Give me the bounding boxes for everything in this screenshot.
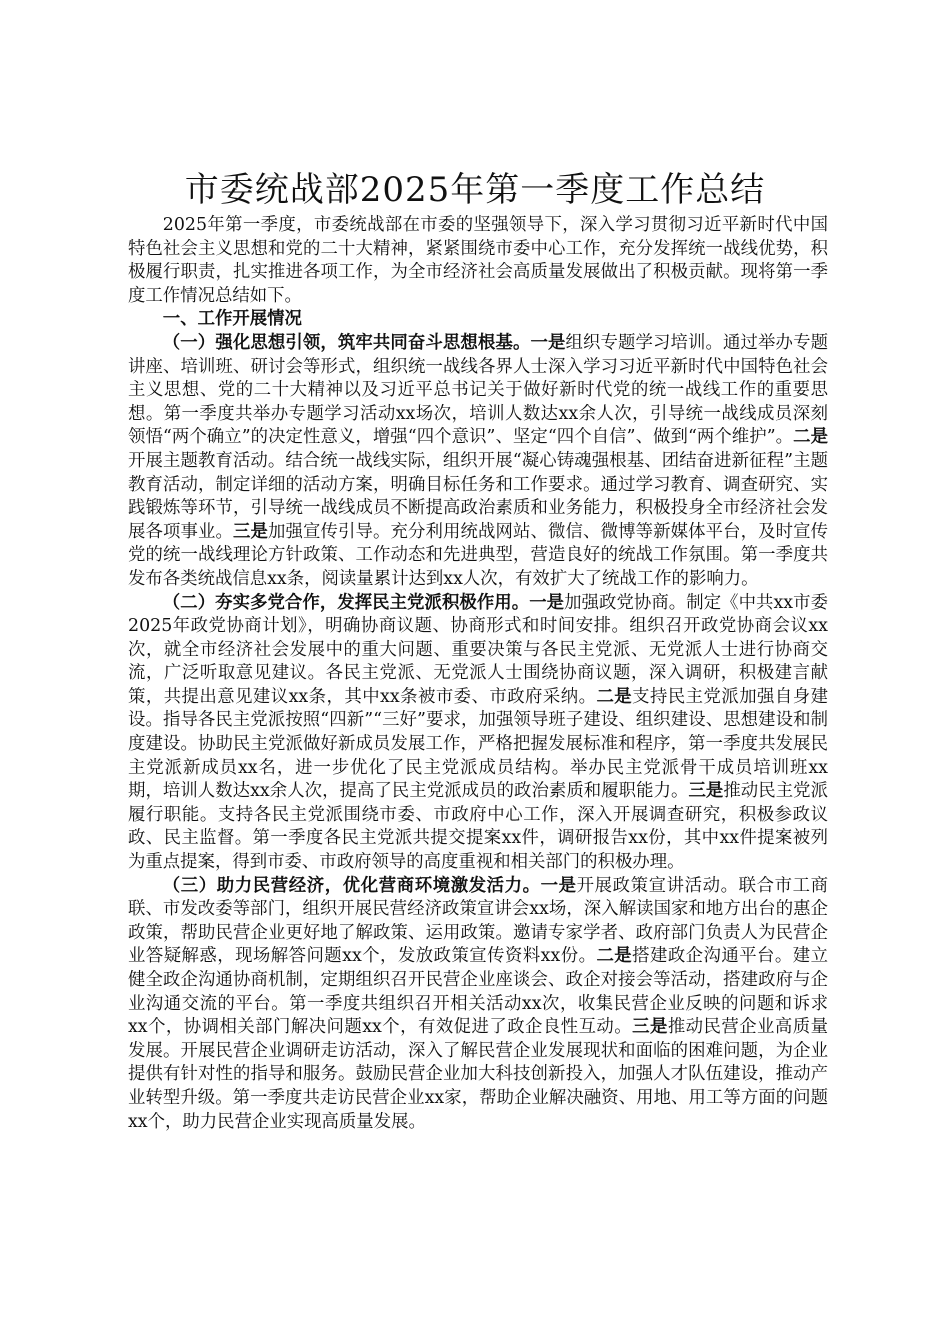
point-marker: 二是	[596, 946, 633, 967]
paragraph-multiparty	[128, 592, 828, 875]
paragraph-heading: （三）助力民营经济，优化营商环境激发活力。	[162, 875, 541, 896]
point-text: 支持民主党派加强自身建设。指导各民主党派按照“四新”“三好”要求，加强领导班子建设、组织建设、思想建设和制度建设。协助民主党派做好新成员发展工作，严格把握发展标准和程序，第一季度共发展民主党派新成员xx名，进一步优化了民主党派成员结构。举办民主党派骨干成员培训班xx期，培训人数达xx余人次，提高了民主党派成员的政治素质和履职能力。	[128, 686, 828, 802]
point-marker: 三是	[233, 521, 269, 542]
point-text: 加强宣传引导。充分利用统战网站、微信、微博等新媒体平台，及时宣传党的统一战线理论方针政策、工作动态和先进典型，营造良好的统战工作氛围。第一季度共发布各类统战信息xx条，阅读量累计达到xx人次，有效扩大了统战工作的影响力。	[128, 521, 828, 589]
paragraph-private-economy	[128, 875, 828, 1135]
point-marker: 二是	[793, 427, 828, 448]
paragraph-ideology	[128, 332, 828, 592]
paragraph-heading: （二）夯实多党合作，发挥民主党派积极作用。	[162, 592, 530, 613]
point-marker: 一是	[530, 332, 566, 353]
point-text: 开展主题教育活动。结合统一战线实际，组织开展“凝心铸魂强根基、团结奋进新征程”主题教育活动，制定详细的活动方案，明确目标任务和工作要求。通过学习教育、调查研究、实践锻炼等环节，引导统一战线成员不断提高政治素质和业务能力，积极投身全市经济社会发展各项事业。	[128, 450, 828, 542]
paragraph-heading: （一）强化思想引领，筑牢共同奋斗思想根基。	[162, 332, 531, 353]
point-text: 开展政策宣讲活动。联合市工商联、市发改委等部门，组织开展民营经济政策宣讲会xx场，深入解读国家和地方出台的惠企政策，帮助民营企业更好地了解政策、运用政策。邀请专家学者、政府部门负责人为民营企业答疑解惑，现场解答问题xx个，发放政策宣传资料xx份。	[128, 875, 828, 967]
point-text: 推动民主党派履行职能。支持各民主党派围绕市委、市政府中心工作，深入开展调查研究，积极参政议政、民主监督。第一季度各民主党派共提交提案xx件，调研报告xx份，其中xx件提案被列为重点提案，得到市委、市政府领导的高度重视和相关部门的积极办理。	[128, 781, 828, 873]
document-body	[128, 214, 828, 1134]
point-marker: 三是	[632, 1017, 668, 1038]
section-heading: 一、工作开展情况	[162, 309, 302, 330]
point-marker: 三是	[688, 781, 724, 802]
document-title: 市委统战部2025年第一季度工作总结	[184, 170, 766, 210]
point-marker: 一是	[529, 592, 565, 613]
point-marker: 一是	[540, 875, 577, 896]
intro-paragraph: 2025年第一季度，市委统战部在市委的坚强领导下，深入学习贯彻习近平新时代中国特色社会主义思想和党的二十大精神，紧紧围绕市委中心工作，充分发挥统一战线优势，积极履行职责，扎实推进各项工作，为全市经济社会高质量发展做出了积极贡献。现将第一季度工作情况总结如下。	[128, 215, 828, 306]
point-text: 搭建政企沟通平台。建立健全政企沟通协商机制，定期组织召开民营企业座谈会、政企对接会等活动，搭建政府与企业沟通交流的平台。第一季度共组织召开相关活动xx次，收集民营企业反映的问题和诉求xx个，协调相关部门解决问题xx个，有效促进了政企良性互动。	[128, 946, 828, 1038]
point-text: 推动民营企业高质量发展。开展民营企业调研走访活动，深入了解民营企业发展现状和面临的困难问题，为企业提供有针对性的指导和服务。鼓励民营企业加大科技创新投入，加强人才队伍建设，推动产业转型升级。第一季度共走访民营企业xx家，帮助企业解决融资、用地、用工等方面的问题xx个，助力民营企业实现高质量发展。	[128, 1017, 828, 1132]
point-text: 组织专题学习培训。通过举办专题讲座、培训班、研讨会等形式，组织统一战线各界人士深入学习习近平新时代中国特色社会主义思想、党的二十大精神以及习近平总书记关于做好新时代党的统一战线工作的重要思想。第一季度共举办专题学习活动xx场次，培训人数达xx余人次，引导统一战线成员深刻领悟“两个确立”的决定性意义，增强“四个意识”、坚定“四个自信”、做到“两个维护”。	[128, 332, 828, 448]
point-marker: 二是	[596, 686, 633, 707]
point-text: 加强政党协商。制定《中共xx市委2025年政党协商计划》，明确协商议题、协商形式和时间安排。组织召开政党协商会议xx次，就全市经济社会发展中的重大问题、重要决策与各民主党派、无党派人士进行协商交流，广泛听取意见建议。各民主党派、无党派人士围绕协商议题，深入调研，积极建言献策，共提出意见建议xx条，其中xx条被市委、市政府采纳。	[128, 592, 828, 707]
